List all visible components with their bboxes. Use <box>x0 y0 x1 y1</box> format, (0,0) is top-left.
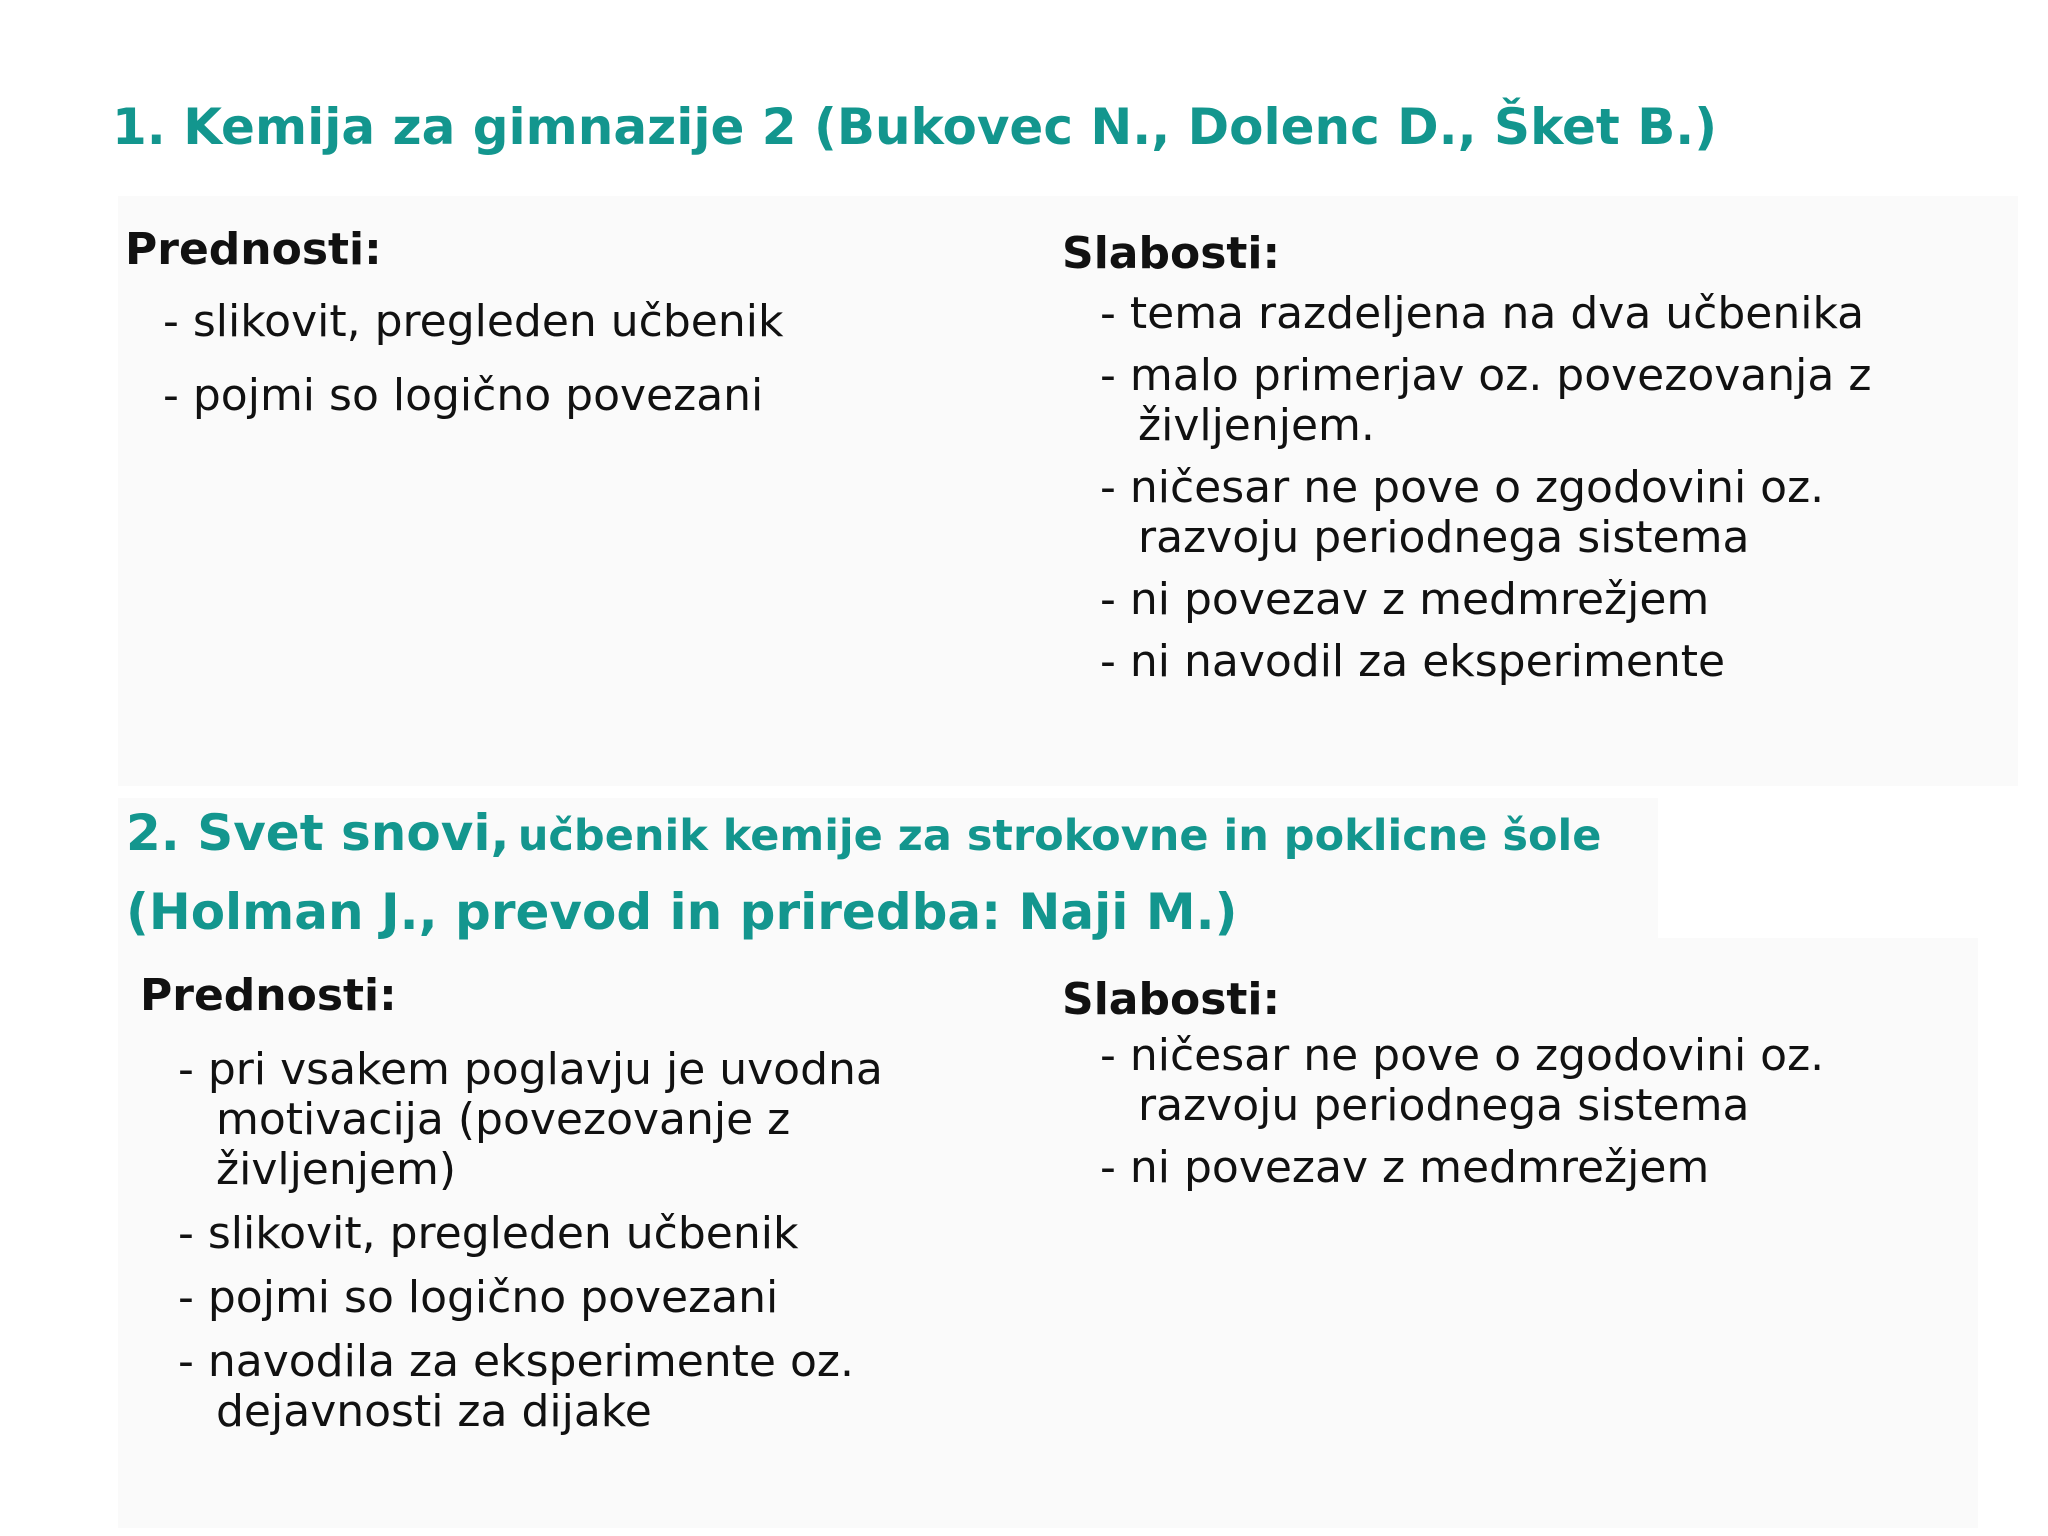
section1-title: 1. Kemija za gimnazije 2 (Bukovec N., Dolenc D., Šket B.) <box>112 98 1718 156</box>
list-item: - slikovit, pregleden učbenik <box>140 1209 940 1259</box>
strengths-list <box>140 1045 940 1437</box>
list-item: - ničesar ne pove o zgodovini oz. razvoju periodnega sistema <box>1062 1031 1962 1131</box>
list-item: - tema razdeljena na dva učbenika <box>1062 289 1962 339</box>
list-item: - ni navodil za eksperimente <box>1062 637 1962 687</box>
section2-title-name: 2. Svet snovi, <box>126 804 510 862</box>
section2-title-subtitle: učbenik kemije za strokovne in poklicne šole <box>517 811 1602 861</box>
list-item: - ničesar ne pove o zgodovini oz. razvoju periodnega sistema <box>1062 463 1962 563</box>
list-item: - ni povezav z medmrežjem <box>1062 1143 1962 1193</box>
strengths-heading: Prednosti: <box>140 970 397 1021</box>
weaknesses-heading: Slabosti: <box>1062 228 1281 279</box>
strengths-list <box>125 297 905 421</box>
weaknesses-list <box>1062 1031 1962 1193</box>
weaknesses-list <box>1062 289 1962 687</box>
section2-title <box>126 798 1601 956</box>
list-item: - ni povezav z medmrežjem <box>1062 575 1962 625</box>
section2-weaknesses <box>1062 974 1962 1205</box>
list-item: - pojmi so logično povezani <box>140 1273 940 1323</box>
section2-strengths <box>140 970 940 1451</box>
list-item: - navodila za eksperimente oz. dejavnosti za dijake <box>140 1337 940 1437</box>
section1-strengths <box>125 224 905 445</box>
list-item: - malo primerjav oz. povezovanja z življenjem. <box>1062 351 1962 451</box>
list-item: - slikovit, pregleden učbenik <box>125 297 905 347</box>
strengths-heading: Prednosti: <box>125 224 382 275</box>
list-item: - pri vsakem poglavju je uvodna motivacija (povezovanje z življenjem) <box>140 1045 940 1195</box>
section1-weaknesses <box>1062 228 1962 699</box>
weaknesses-heading: Slabosti: <box>1062 974 1281 1025</box>
list-item: - pojmi so logično povezani <box>125 371 905 421</box>
section2-title-authors: (Holman J., prevod in priredba: Naji M.) <box>126 883 1238 941</box>
